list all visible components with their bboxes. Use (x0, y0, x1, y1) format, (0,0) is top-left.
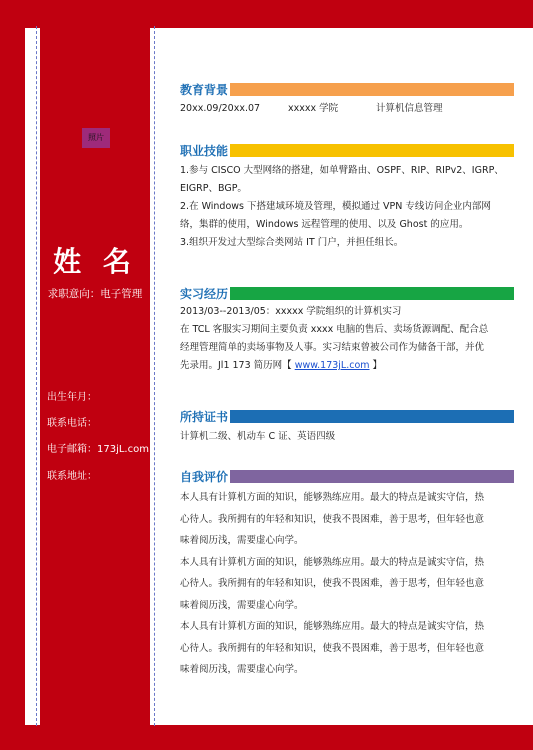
certificates-title: 所持证书 (180, 410, 229, 424)
job-objective: 求职意向：电子管理 (47, 288, 143, 300)
right-dashed-border (154, 26, 155, 726)
certificates-section (180, 408, 514, 446)
self-evaluation-section (180, 468, 514, 681)
skills-line: 络，集群的使用，Windows 远程管理的使用、以及 Ghost 的应用。 (180, 219, 469, 230)
skills-title: 职业技能 (180, 144, 229, 158)
education-school: xxxxx 学院 (288, 103, 339, 114)
skills-header-bar (230, 144, 514, 157)
self-evaluation-line: 味着阅历浅，需要虚心向学。 (180, 599, 304, 611)
self-evaluation-header-bar (230, 470, 514, 483)
self-evaluation-line: 本人具有计算机方面的知识，能够熟练应用。最大的特点是诚实守信，热 (180, 492, 485, 503)
education-major: 计算机信息管理 (376, 103, 443, 114)
internship-period: 2013/03--2013/05：xxxxx 学院组织的计算机实习 (180, 306, 402, 317)
address-label: 联系地址： (47, 471, 97, 482)
self-evaluation-line: 味着阅历浅，需要虚心向学。 (180, 535, 304, 546)
internship-line-last (180, 357, 514, 375)
self-evaluation-title: 自我评价 (180, 470, 229, 484)
internship-last-suffix: 】 (369, 360, 383, 371)
education-header-bar (230, 83, 514, 96)
skills-line: 2.在 Windows 下搭建域环境及管理，模拟通过 VPN 专线访问企业内部网 (180, 201, 491, 212)
email-label: 电子邮箱：173jL.com (47, 444, 149, 455)
internship-last-prefix: 先录用。Jl1 173 简历网【 (180, 360, 295, 371)
internship-section (180, 285, 514, 375)
internship-line: 经理管理简单的卖场事物及人事。实习结束曾被公司作为储备干部，并优 (180, 342, 485, 353)
photo-placeholder: 照片 (82, 128, 110, 148)
self-evaluation-line: 心待人。我所拥有的年轻和知识，使我不畏困难，善于思考，但年轻也意 (180, 513, 485, 525)
internship-line: 在 TCL 客服实习期间主要负责 xxxx 电脑的售后、卖场货源调配、配合总 (180, 324, 489, 335)
self-evaluation-line: 本人具有计算机方面的知识，能够熟练应用。最大的特点是诚实守信，热 (180, 621, 485, 632)
bottom-red-bar (0, 725, 533, 750)
education-title: 教育背景 (180, 83, 229, 97)
self-evaluation-line: 本人具有计算机方面的知识，能够熟练应用。最大的特点是诚实守信，热 (180, 556, 485, 568)
candidate-name: 姓 名 (53, 245, 137, 278)
certificates-text: 计算机二级、机动车 C 证、英语四级 (180, 431, 336, 442)
skills-line: EIGRP、BGP。 (180, 183, 247, 194)
website-link[interactable]: www.173jL.com (294, 360, 370, 371)
self-evaluation-line: 心待人。我所拥有的年轻和知识，使我不畏困难，善于思考，但年轻也意 (180, 578, 485, 589)
left-red-stripe (0, 0, 25, 750)
skills-line: 1.参与 CISCO 大型网络的搭建，如单臂路由、OSPF、RIP、RIPv2、IGRP、 (180, 165, 504, 176)
self-evaluation-line: 心待人。我所拥有的年轻和知识，使我不畏困难，善于思考，但年轻也意 (180, 642, 485, 654)
skills-section (180, 142, 514, 252)
internship-header-bar (230, 287, 514, 300)
education-period: 20xx.09/20xx.07 (180, 103, 261, 114)
skills-line: 3.组织开发过大型综合类网站 IT 门户，并担任组长。 (180, 237, 404, 248)
self-evaluation-line: 味着阅历浅，需要虚心向学。 (180, 664, 304, 675)
birth-date-label: 出生年月： (47, 392, 97, 403)
phone-label: 联系电话： (47, 418, 97, 429)
internship-title: 实习经历 (180, 287, 229, 301)
left-dashed-border (36, 26, 37, 726)
certificates-header-bar (230, 410, 514, 423)
education-section (180, 81, 514, 118)
